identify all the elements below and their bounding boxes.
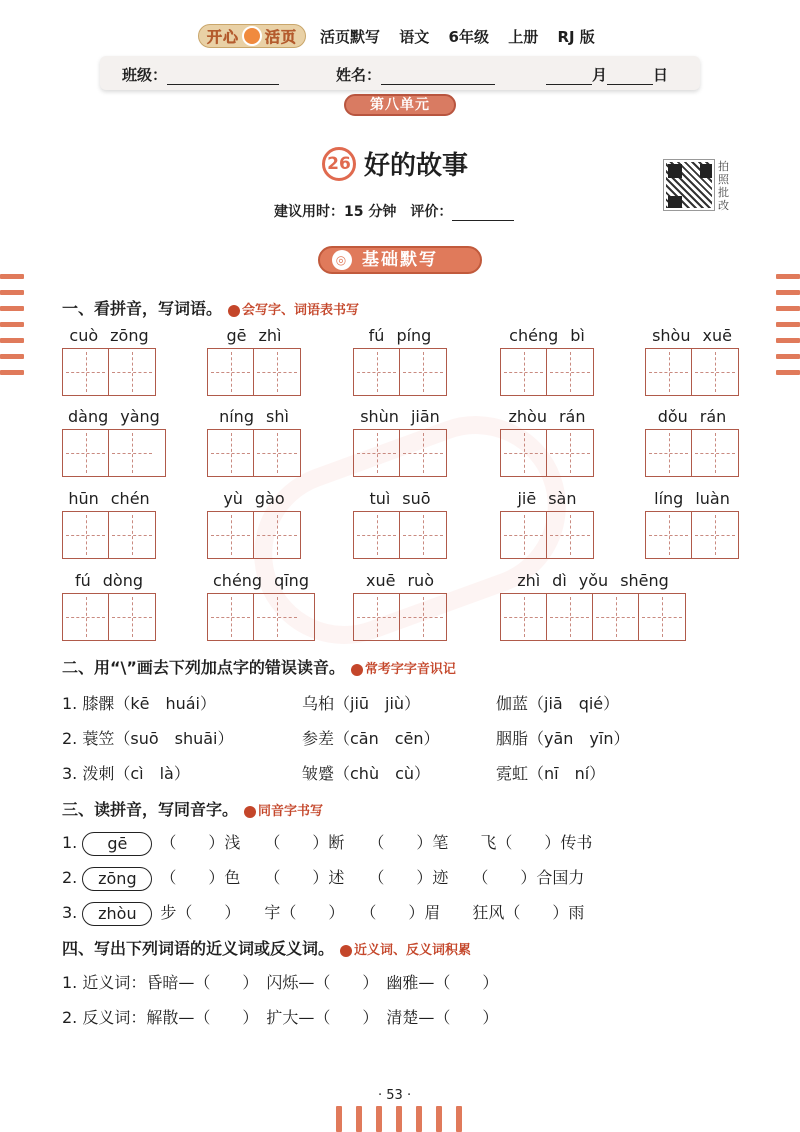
class-field[interactable]: 班级： bbox=[122, 64, 279, 85]
q3-blanks[interactable]: （ ）色 （ ）述 （ ）迹 （ ）合国力 bbox=[160, 868, 585, 887]
pinyin-syllable: qīng bbox=[274, 571, 309, 590]
writing-boxes bbox=[500, 593, 686, 641]
tianzige-box[interactable] bbox=[254, 594, 300, 640]
pinyin-syllable: rán bbox=[699, 407, 727, 426]
pinyin-row bbox=[62, 489, 156, 511]
pinyin-syllable: ruò bbox=[407, 571, 434, 590]
pinyin-syllable: sàn bbox=[548, 489, 577, 508]
writing-boxes bbox=[353, 593, 447, 641]
tianzige-box[interactable] bbox=[400, 349, 446, 395]
pinyin-syllable: shēng bbox=[620, 571, 669, 590]
tianzige-box[interactable] bbox=[109, 512, 155, 558]
pinyin-syllable: chéng bbox=[213, 571, 263, 590]
tianzige-box[interactable] bbox=[109, 349, 155, 395]
writing-boxes bbox=[62, 348, 156, 396]
class-blank[interactable] bbox=[167, 69, 279, 85]
name-blank[interactable] bbox=[381, 69, 495, 85]
word-grid bbox=[645, 489, 739, 559]
pinyin-syllable: dǒu bbox=[657, 407, 688, 426]
writing-boxes bbox=[207, 348, 301, 396]
writing-boxes bbox=[62, 511, 156, 559]
pinyin-row bbox=[207, 571, 315, 593]
right-stripes bbox=[776, 274, 800, 386]
tianzige-box[interactable] bbox=[354, 512, 400, 558]
q3-row: 2. zōng （ ）色 （ ）述 （ ）迹 （ ）合国力 bbox=[62, 865, 584, 891]
writing-boxes bbox=[62, 429, 166, 477]
tianzige-box[interactable] bbox=[208, 430, 254, 476]
q2-item[interactable]: 3. 泼刺（cì là） bbox=[62, 764, 190, 783]
tianzige-box[interactable] bbox=[109, 594, 155, 640]
lesson-heading bbox=[322, 145, 468, 182]
pinyin-syllable: zōng bbox=[110, 326, 149, 345]
q2-item[interactable]: 参差（cān cēn） bbox=[302, 729, 440, 748]
pinyin-syllable: shòu bbox=[652, 326, 691, 345]
pinyin-row bbox=[500, 571, 686, 593]
word-grid bbox=[353, 489, 447, 559]
pinyin-syllable: zhì bbox=[258, 326, 282, 345]
pinyin-syllable: chén bbox=[110, 489, 150, 508]
q2-item[interactable]: 1. 膝髁（kē huái） bbox=[62, 694, 216, 713]
tianzige-box[interactable] bbox=[501, 594, 547, 640]
pinyin-syllable: cuò bbox=[69, 326, 99, 345]
tianzige-box[interactable] bbox=[400, 512, 446, 558]
left-stripes bbox=[0, 274, 24, 386]
pinyin-pill: gē bbox=[82, 832, 152, 856]
q2-item[interactable]: 皱蹙（chù cù） bbox=[302, 764, 431, 783]
tianzige-box[interactable] bbox=[692, 349, 738, 395]
tianzige-box[interactable] bbox=[501, 349, 547, 395]
writing-boxes bbox=[353, 429, 447, 477]
pinyin-syllable: shì bbox=[265, 407, 289, 426]
qr-label: 拍照批改 bbox=[718, 160, 729, 212]
pinyin-syllable: luàn bbox=[695, 489, 730, 508]
pinyin-syllable: chéng bbox=[509, 326, 559, 345]
word-grid bbox=[500, 407, 594, 477]
magnifier-icon: ◎ bbox=[332, 250, 352, 270]
edition-label: RJ 版 bbox=[557, 27, 595, 46]
hint-icon bbox=[228, 305, 240, 317]
word-grid bbox=[645, 326, 739, 396]
writing-boxes bbox=[500, 511, 594, 559]
pinyin-row bbox=[207, 489, 301, 511]
word-grid bbox=[207, 489, 301, 559]
lesson-title: 好的故事 bbox=[364, 151, 469, 181]
hint-icon bbox=[244, 806, 256, 818]
tianzige-box[interactable] bbox=[692, 512, 738, 558]
time-eval-line: 建议用时：15 分钟 评价： bbox=[274, 201, 514, 221]
word-grid bbox=[207, 326, 301, 396]
writing-boxes bbox=[500, 348, 594, 396]
pinyin-syllable: dì bbox=[552, 571, 567, 590]
pinyin-syllable: zhòu bbox=[508, 407, 547, 426]
brand-logo: 开心 活页 bbox=[198, 24, 306, 48]
pinyin-syllable: yǒu bbox=[578, 571, 609, 590]
word-grid bbox=[500, 326, 594, 396]
tianzige-box[interactable] bbox=[109, 430, 155, 476]
header-info bbox=[320, 26, 609, 47]
word-grid bbox=[62, 489, 156, 559]
q2-item[interactable]: 胭脂（yān yīn） bbox=[496, 729, 630, 748]
pinyin-syllable: bì bbox=[570, 326, 585, 345]
q3-heading: 三、读拼音，写同音字。 同音字书写 bbox=[62, 800, 324, 819]
pinyin-syllable: tuì bbox=[369, 489, 391, 508]
q2-item[interactable]: 霓虹（nī ní） bbox=[496, 764, 606, 783]
word-grid bbox=[207, 407, 301, 477]
pinyin-row bbox=[353, 571, 447, 593]
pinyin-syllable: suō bbox=[402, 489, 431, 508]
bottom-stripes bbox=[336, 1106, 476, 1132]
pinyin-row bbox=[645, 326, 739, 348]
pinyin-row bbox=[353, 407, 447, 429]
writing-boxes bbox=[645, 511, 739, 559]
pinyin-syllable: dàng bbox=[68, 407, 109, 426]
writing-boxes bbox=[353, 348, 447, 396]
pinyin-syllable: yù bbox=[223, 489, 243, 508]
q2-item[interactable]: 乌桕（jiū jiù） bbox=[302, 694, 421, 713]
word-grid bbox=[353, 326, 447, 396]
swirl-icon bbox=[242, 26, 262, 46]
tianzige-box[interactable] bbox=[646, 512, 692, 558]
pinyin-pill: zōng bbox=[82, 867, 152, 891]
word-grid bbox=[353, 407, 447, 477]
hint-icon bbox=[351, 664, 363, 676]
tianzige-box[interactable] bbox=[593, 594, 639, 640]
tianzige-box[interactable] bbox=[208, 594, 254, 640]
name-field[interactable]: 姓名： bbox=[336, 64, 495, 85]
pinyin-row bbox=[500, 489, 594, 511]
word-grid bbox=[500, 571, 686, 641]
tianzige-box[interactable] bbox=[354, 594, 400, 640]
qr-code-icon[interactable] bbox=[664, 160, 714, 210]
pinyin-syllable: hūn bbox=[68, 489, 99, 508]
q4-row[interactable]: 2. 反义词：解散—（ ） 扩大—（ ） 清楚—（ ） bbox=[62, 1008, 499, 1027]
pinyin-syllable: xuē bbox=[366, 571, 396, 590]
tianzige-box[interactable] bbox=[254, 512, 300, 558]
pinyin-syllable: jiān bbox=[410, 407, 440, 426]
tianzige-box[interactable] bbox=[639, 594, 685, 640]
writing-boxes bbox=[500, 429, 594, 477]
pinyin-row bbox=[207, 326, 301, 348]
tianzige-box[interactable] bbox=[354, 349, 400, 395]
pinyin-row bbox=[500, 326, 594, 348]
writing-boxes bbox=[353, 511, 447, 559]
writing-boxes bbox=[645, 429, 739, 477]
pinyin-syllable: gē bbox=[226, 326, 247, 345]
word-grid bbox=[500, 489, 594, 559]
pinyin-row bbox=[500, 407, 594, 429]
section-tag: ◎ 基础默写 bbox=[318, 246, 482, 274]
pinyin-syllable: dòng bbox=[102, 571, 144, 590]
hint-icon bbox=[340, 945, 352, 957]
q2-heading: 二、用“\”画去下列加点字的错误读音。 常考字字音识记 bbox=[62, 658, 456, 677]
tianzige-box[interactable] bbox=[646, 430, 692, 476]
word-grid bbox=[62, 407, 166, 477]
unit-tag: 第八单元 bbox=[344, 94, 456, 116]
q3-blanks[interactable]: （ ）浅 （ ）断 （ ）笔 飞（ ）传书 bbox=[160, 833, 593, 852]
pinyin-syllable: jiē bbox=[517, 489, 537, 508]
tianzige-box[interactable] bbox=[501, 430, 547, 476]
tianzige-box[interactable] bbox=[646, 349, 692, 395]
volume-label: 上册 bbox=[508, 27, 539, 46]
pinyin-syllable: fú bbox=[74, 571, 91, 590]
day-blank[interactable] bbox=[607, 69, 653, 85]
word-grid bbox=[62, 571, 156, 641]
tianzige-box[interactable] bbox=[63, 512, 109, 558]
pinyin-syllable: píng bbox=[396, 326, 432, 345]
tianzige-box[interactable] bbox=[254, 430, 300, 476]
tianzige-box[interactable] bbox=[208, 512, 254, 558]
pinyin-syllable: yàng bbox=[120, 407, 160, 426]
tianzige-box[interactable] bbox=[547, 594, 593, 640]
tianzige-box[interactable] bbox=[501, 512, 547, 558]
writing-boxes bbox=[62, 593, 156, 641]
pinyin-row bbox=[62, 571, 156, 593]
tianzige-box[interactable] bbox=[547, 430, 593, 476]
writing-boxes bbox=[207, 511, 301, 559]
writing-boxes bbox=[207, 429, 301, 477]
pinyin-row bbox=[207, 407, 301, 429]
q3-row: 3. zhòu 步（ ） 宇（ ） （ ）眉 狂风（ ）雨 bbox=[62, 900, 584, 926]
eval-blank[interactable] bbox=[452, 205, 514, 221]
pinyin-row bbox=[645, 407, 739, 429]
tianzige-box[interactable] bbox=[400, 430, 446, 476]
pinyin-row bbox=[353, 326, 447, 348]
tianzige-box[interactable] bbox=[692, 430, 738, 476]
pinyin-row bbox=[353, 489, 447, 511]
q4-row[interactable]: 1. 近义词：昏暗—（ ） 闪烁—（ ） 幽雅—（ ） bbox=[62, 973, 499, 992]
q1-heading: 一、看拼音，写词语。 会写字、词语表书写 bbox=[62, 299, 360, 318]
pinyin-pill: zhòu bbox=[82, 902, 152, 926]
pinyin-syllable: líng bbox=[654, 489, 684, 508]
tianzige-box[interactable] bbox=[63, 349, 109, 395]
q3-blanks[interactable]: 步（ ） 宇（ ） （ ）眉 狂风（ ）雨 bbox=[160, 903, 585, 922]
subject-label: 语文 bbox=[399, 27, 430, 46]
series-label: 活页默写 bbox=[320, 27, 381, 46]
word-grid bbox=[62, 326, 156, 396]
pinyin-row bbox=[645, 489, 739, 511]
pinyin-syllable: rán bbox=[558, 407, 586, 426]
q4-heading: 四、写出下列词语的近义词或反义词。 近义词、反义词积累 bbox=[62, 939, 472, 958]
tianzige-box[interactable] bbox=[400, 594, 446, 640]
tianzige-box[interactable] bbox=[254, 349, 300, 395]
pinyin-syllable: xuē bbox=[702, 326, 732, 345]
q3-row: 1. gē （ ）浅 （ ）断 （ ）笔 飞（ ）传书 bbox=[62, 830, 592, 856]
word-grid bbox=[207, 571, 315, 641]
pinyin-syllable: gào bbox=[254, 489, 285, 508]
word-grid bbox=[353, 571, 447, 641]
tianzige-box[interactable] bbox=[547, 512, 593, 558]
lesson-number: 26 bbox=[322, 147, 356, 181]
tianzige-box[interactable] bbox=[208, 349, 254, 395]
writing-boxes bbox=[207, 593, 315, 641]
tianzige-box[interactable] bbox=[63, 430, 109, 476]
q2-item[interactable]: 伽蓝（jiā qié） bbox=[496, 694, 620, 713]
header bbox=[198, 22, 618, 50]
pinyin-syllable: shùn bbox=[360, 407, 399, 426]
q2-item[interactable]: 2. 蓑笠（suō shuāi） bbox=[62, 729, 234, 748]
student-info-bar bbox=[100, 56, 700, 90]
month-blank[interactable] bbox=[546, 69, 592, 85]
tianzige-box[interactable] bbox=[547, 349, 593, 395]
word-grid bbox=[645, 407, 739, 477]
tianzige-box[interactable] bbox=[354, 430, 400, 476]
pinyin-row bbox=[62, 407, 166, 429]
pinyin-row bbox=[62, 326, 156, 348]
pinyin-syllable: níng bbox=[219, 407, 254, 426]
writing-boxes bbox=[645, 348, 739, 396]
date-field[interactable]: 月 日 bbox=[546, 64, 668, 85]
pinyin-syllable: zhì bbox=[517, 571, 541, 590]
page-number: · 53 · bbox=[378, 1088, 412, 1103]
tianzige-box[interactable] bbox=[63, 594, 109, 640]
grade-label: 6年级 bbox=[448, 27, 489, 46]
pinyin-syllable: fú bbox=[368, 326, 385, 345]
